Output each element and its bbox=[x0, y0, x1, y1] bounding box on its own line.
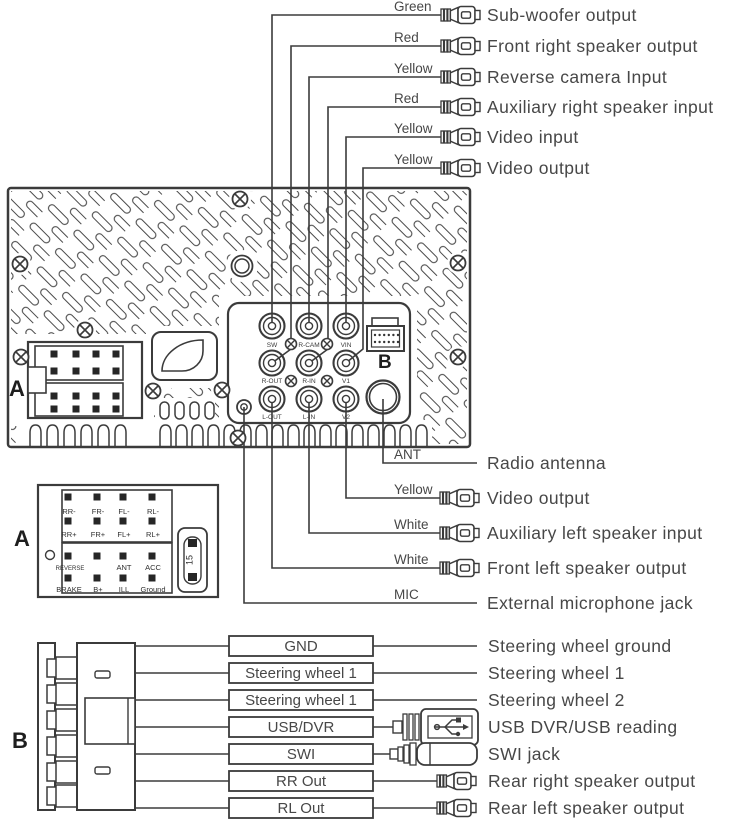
callout-label: Sub-woofer output bbox=[487, 5, 637, 25]
jack-label-lout: L-OUT bbox=[262, 414, 282, 421]
pin-label: Ground bbox=[140, 585, 166, 594]
jack-label-v2: V2 bbox=[342, 414, 350, 421]
rca-plug-icon bbox=[441, 38, 480, 55]
connector-a-detail bbox=[14, 485, 218, 597]
harness-label: Steering wheel 1 bbox=[488, 663, 625, 683]
connector-a-label: A bbox=[14, 526, 30, 551]
wire-tag: SWI bbox=[286, 746, 316, 763]
rca-plug-icon bbox=[440, 560, 479, 577]
wire-color-label: Yellow bbox=[394, 61, 433, 76]
jack-label-sw: SW bbox=[266, 342, 278, 349]
jack-label-vin: VIN bbox=[340, 342, 352, 349]
panel-connector-a bbox=[9, 342, 142, 418]
wire-tag: RR Out bbox=[275, 773, 327, 790]
wire-color-label: Yellow bbox=[394, 152, 433, 167]
wire-tag: Steering wheel 1 bbox=[245, 665, 357, 682]
jack-label-rin: R-IN bbox=[302, 378, 316, 385]
callout-label: External microphone jack bbox=[487, 593, 694, 613]
callout-label: Video input bbox=[487, 127, 579, 147]
pin-label: FL- bbox=[118, 507, 130, 516]
pin-label: BRAKE bbox=[56, 585, 82, 594]
rear-panel bbox=[8, 188, 470, 449]
callout-label: Radio antenna bbox=[487, 453, 607, 473]
top-callouts bbox=[394, 0, 714, 178]
harness-b bbox=[12, 636, 695, 818]
swi-jack-icon bbox=[390, 743, 477, 765]
harness-label: Rear right speaker output bbox=[488, 771, 696, 791]
harness-label: SWI jack bbox=[488, 744, 561, 764]
pin-label: ILL bbox=[118, 585, 130, 594]
panel-label-a: A bbox=[9, 376, 25, 401]
wire-color-label: White bbox=[394, 517, 429, 532]
wire-color-label: Red bbox=[394, 91, 419, 106]
rca-plug-icon bbox=[441, 7, 480, 24]
harness-label: Steering wheel 2 bbox=[488, 690, 625, 710]
wire-color-label: Red bbox=[394, 30, 419, 45]
rca-plug-icon bbox=[441, 69, 480, 86]
wire-tag: RL Out bbox=[277, 800, 325, 817]
pin-label: RR- bbox=[62, 507, 76, 516]
pin-label: B+ bbox=[93, 585, 103, 594]
pin-label: RR+ bbox=[61, 530, 77, 539]
pin-label: ANT bbox=[116, 563, 132, 572]
callout-label: Video output bbox=[487, 488, 590, 508]
rca-plug-icon bbox=[441, 160, 480, 177]
callout-label: Reverse camera Input bbox=[487, 67, 668, 87]
panel-fuse-holder bbox=[152, 332, 217, 380]
pin-label: ACC bbox=[145, 563, 161, 572]
usb-plug-icon bbox=[393, 709, 478, 745]
jack-label-lin: L-IN bbox=[302, 414, 316, 421]
pin-label: FR- bbox=[91, 507, 105, 516]
pin-label: RL+ bbox=[146, 530, 160, 539]
pin-label: FR+ bbox=[90, 530, 106, 539]
rca-plug-icon bbox=[437, 773, 476, 790]
wire-color-label: ANT bbox=[394, 447, 421, 462]
wire-tag: GND bbox=[284, 638, 318, 655]
plug-key-tab bbox=[85, 698, 135, 744]
wire-tag: USB/DVR bbox=[267, 719, 335, 736]
harness-boxes bbox=[229, 636, 373, 818]
harness-label: Steering wheel ground bbox=[488, 636, 672, 656]
jack-label-v1: V1 bbox=[342, 378, 350, 385]
rca-plug-icon bbox=[440, 525, 479, 542]
wire-color-label: Yellow bbox=[394, 121, 433, 136]
callout-label: Auxiliary left speaker input bbox=[487, 523, 703, 543]
pin-label: FL+ bbox=[117, 530, 131, 539]
callout-label: Front right speaker output bbox=[487, 36, 698, 56]
fuse-rating: 15 bbox=[184, 554, 195, 566]
jack-label-rcam: R-CAM bbox=[298, 342, 320, 349]
callout-label: Auxiliary right speaker input bbox=[487, 97, 714, 117]
wire-color-label: Yellow bbox=[394, 482, 433, 497]
jack-label-rout: R-OUT bbox=[261, 378, 283, 385]
fuse bbox=[178, 528, 207, 592]
panel-label-b: B bbox=[378, 352, 392, 373]
rca-plug-icon bbox=[441, 99, 480, 116]
harness-label: Rear left speaker output bbox=[488, 798, 685, 818]
side-callouts bbox=[394, 447, 702, 613]
callout-label: Video output bbox=[487, 158, 590, 178]
harness-label: USB DVR/USB reading bbox=[488, 717, 678, 737]
pin-label: RL- bbox=[146, 507, 160, 516]
harness-b-plug bbox=[38, 643, 135, 810]
wire-tag: Steering wheel 1 bbox=[245, 692, 357, 709]
callout-label: Front left speaker output bbox=[487, 558, 687, 578]
wire-color-label: MIC bbox=[394, 587, 419, 602]
rca-plug-icon bbox=[437, 800, 476, 817]
rca-plug-icon bbox=[440, 490, 479, 507]
rca-plug-icon bbox=[441, 129, 480, 146]
harness-b-label: B bbox=[12, 728, 28, 753]
pin-label: REVERSE bbox=[55, 566, 85, 572]
wire-color-label: White bbox=[394, 552, 429, 567]
wire-color-label: Green bbox=[394, 0, 432, 14]
